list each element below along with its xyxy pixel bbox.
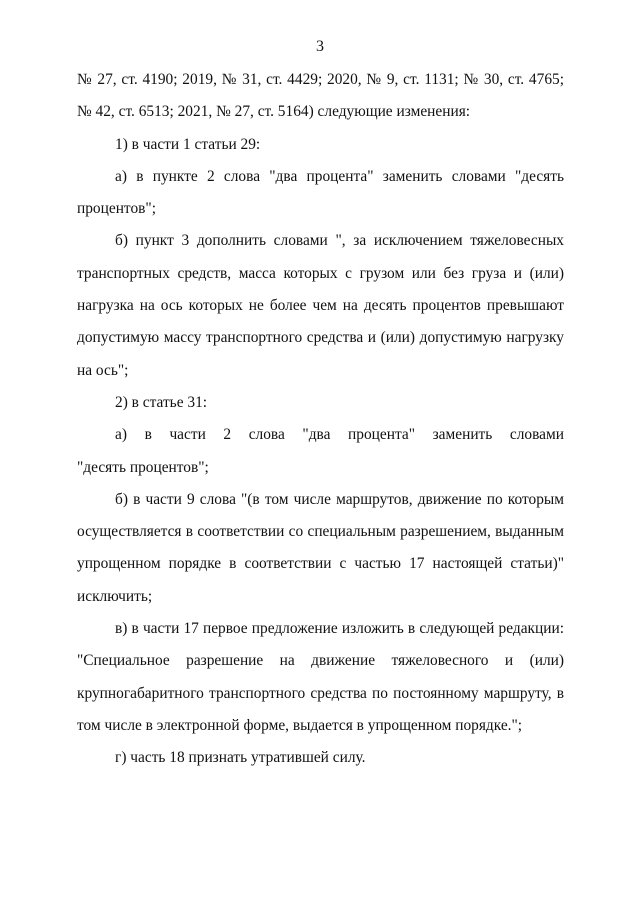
text-line: осуществляется в соответствии со специальным разрешением, выданным (77, 523, 564, 541)
text-line: № 42, ст. 6513; 2021, № 27, ст. 5164) следующие изменения: (77, 103, 471, 121)
text-line: б) пункт 3 дополнить словами ", за исключением тяжеловесных (115, 232, 564, 250)
text-line: б) в части 9 слова "(в том числе маршрутов, движение по которым (115, 490, 564, 508)
text-line: в) в части 17 первое предложение изложить в следующей редакции: (115, 620, 564, 638)
text-line: а) в части 2 слова "два процента" заменить словами (115, 426, 564, 444)
text-line: исключить; (77, 587, 153, 605)
text-line: "Специальное разрешение на движение тяжеловесного и (или) (77, 652, 564, 670)
text-line: "десять процентов"; (77, 458, 209, 476)
text-line: 2) в статье 31: (115, 393, 208, 411)
text-line: транспортных средств, масса которых с грузом или без груза и (или) (77, 264, 564, 282)
text-line: том числе в электронной форме, выдается в упрощенном порядке."; (77, 716, 523, 734)
page-number: 3 (316, 38, 324, 55)
text-line: а) в пункте 2 слова "два процента" заменить словами "десять (115, 167, 564, 185)
text-line: крупногабаритного транспортного средства по постоянному маршруту, в (77, 684, 564, 702)
text-line: допустимую массу транспортного средства и (или) допустимую нагрузку (77, 329, 564, 347)
document-body (77, 64, 564, 775)
text-line: № 27, ст. 4190; 2019, № 31, ст. 4429; 2020, № 9, ст. 1131; № 30, ст. 4765; (77, 71, 564, 88)
text-line: на ось"; (77, 361, 129, 379)
text-line: процентов"; (77, 200, 156, 218)
text-line: нагрузка на ось которых не более чем на десять процентов превышают (77, 297, 564, 315)
text-line: 1) в части 1 статьи 29: (115, 135, 261, 153)
text-line: г) часть 18 признать утратившей силу. (115, 749, 366, 767)
text-lines (77, 64, 564, 775)
text-line: упрощенном порядке в соответствии с частью 17 настоящей статьи)" (77, 555, 564, 573)
